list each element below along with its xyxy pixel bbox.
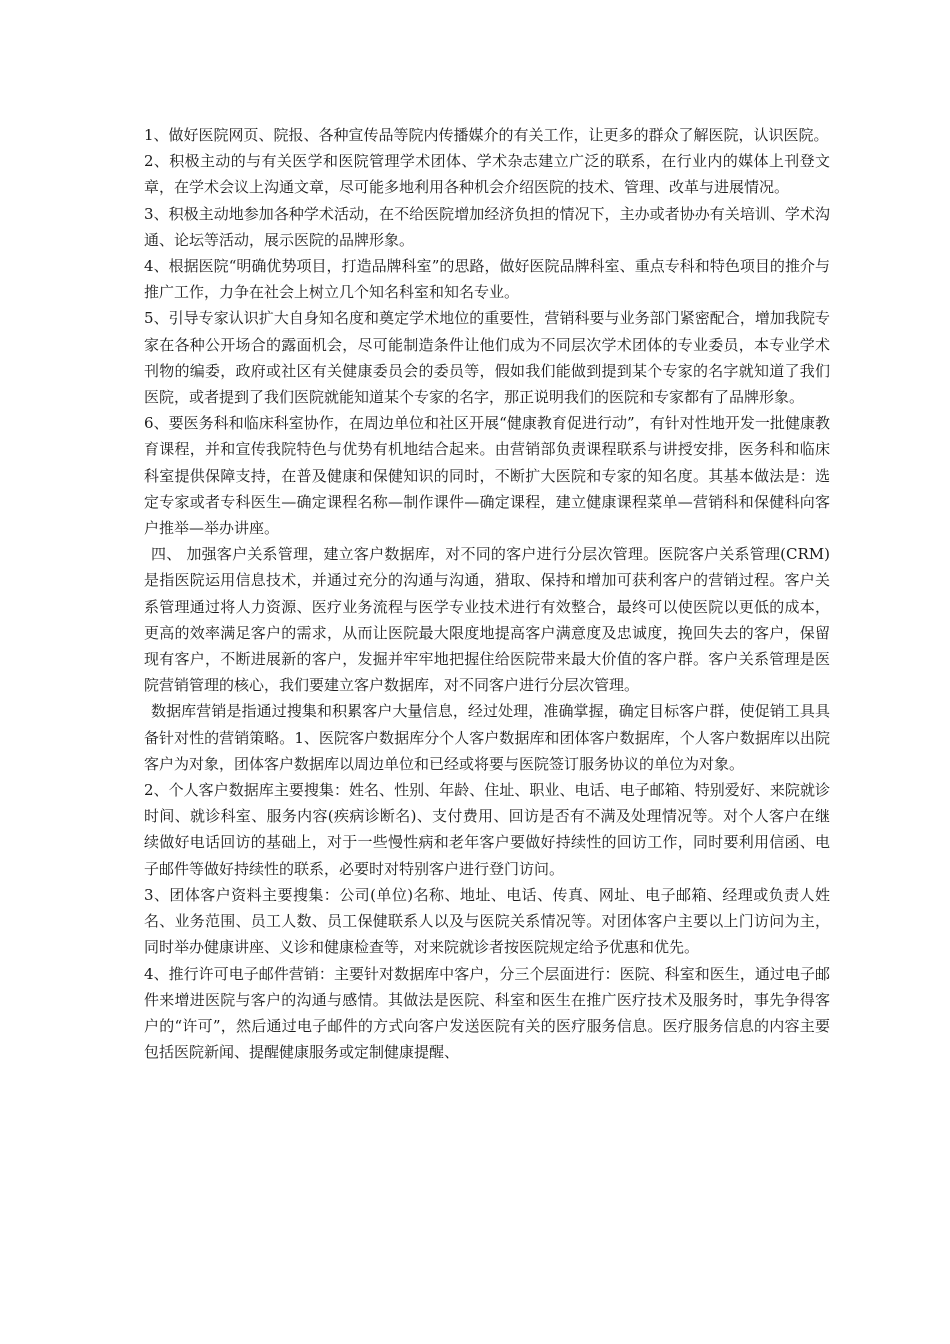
paragraph-section-four: 四、 加强客户关系管理，建立客户数据库，对不同的客户进行分层次管理。医院客户关系管理(CRM)是指医院运用信息技术，并通过充分的沟通与沟通，猎取、保持和增加可获利客户的营销过程。客户关系管理通过将人力资源、医疗业务流程与医学专业技术进行有效整合，最终可以使医院以更低的成本，更高的效率满足客户的需求，从而让医院最大限度地提高客户满意度及忠诚度，挽回失去的客户，保留现有客户，不断进展新的客户，发掘并牢牢地把握住给医院带来最大价值的客户群。客户关系管理是医院营销管理的核心，我们要建立客户数据库，对不同客户进行分层次管理。 <box>144 545 830 695</box>
paragraph-group-database: 3、团体客户资料主要搜集：公司(单位)名称、地址、电话、传真、网址、电子邮箱、经理或负责人姓名、业务范围、员工人数、员工保健联系人以及与医院关系情况等。对团体客户主要以上门访问为主，同时举办健康讲座、义诊和健康检查等，对来院就诊者按医院规定给予优惠和优先。 <box>144 885 830 957</box>
paragraph-database-marketing: 数据库营销是指通过搜集和积累客户大量信息，经过处理，准确掌握，确定目标客户群，使促销工具具备针对性的营销策略。1、医院客户数据库分个人客户数据库和团体客户数据库，个人客户数据库以出院客户为对象，团体客户数据库以周边单位和已经或将要与医院签订服务协议的单位为对象。 <box>144 702 830 773</box>
paragraph-personal-database: 2、个人客户数据库主要搜集：姓名、性别、年龄、住址、职业、电话、电子邮箱、特别爱好、来院就诊时间、就诊科室、服务内容(疾病诊断名)、支付费用、回访是否有不满及处理情况等。对个人客户在继续做好电话回访的基础上，对于一些慢性病和老年客户要做好持续性的回访工作，同时要利用信函、电子邮件等做好持续性的联系，必要时对特别客户进行登门访问。 <box>144 781 830 878</box>
paragraph-item-6: 6、要医务科和临床科室协作，在周边单位和社区开展“健康教育促进行动”，有针对性地开发一批健康教育课程，并和宣传我院特色与优势有机地结合起来。由营销部负责课程联系与讲授安排，医务科和临床科室提供保障支持，在普及健康和保健知识的同时，不断扩大医院和专家的知名度。其基本做法是：选定专家或者专科医生—确定课程名称—制作课件—确定课程，建立健康课程菜单—营销科和保健科向客户推举—举办讲座。 <box>144 414 830 538</box>
paragraph-item-3: 3、积极主动地参加各种学术活动，在不给医院增加经济负担的情况下，主办或者协办有关培训、学术沟通、论坛等活动，展示医院的品牌形象。 <box>144 204 830 249</box>
paragraph-item-4: 4、根据医院“明确优势项目，打造品牌科室”的思路，做好医院品牌科室、重点专科和特色项目的推介与推广工作，力争在社会上树立几个知名科室和知名专业。 <box>144 257 830 302</box>
document-body <box>144 122 830 1065</box>
paragraph-item-5: 5、引导专家认识扩大自身知名度和奠定学术地位的重要性，营销科要与业务部门紧密配合，增加我院专家在各种公开场合的露面机会，尽可能制造条件让他们成为不同层次学术团体的专业委员，本专业学术刊物的编委，政府或社区有关健康委员会的委员等，假如我们能做到提到某个专家的名字就知道了我们医院，或者提到了我们医院就能知道某个专家的名字，那正说明我们的医院和专家都有了品牌形象。 <box>144 309 830 407</box>
paragraph-item-2: 2、积极主动的与有关医学和医院管理学术团体、学术杂志建立广泛的联系，在行业内的媒体上刊登文章，在学术会议上沟通文章，尽可能多地利用各种机会介绍医院的技术、管理、改革与进展情况。 <box>144 152 830 197</box>
paragraph-item-1: 1、做好医院网页、院报、各种宣传品等院内传播媒介的有关工作，让更多的群众了解医院，认识医院。 <box>144 126 829 144</box>
paragraph-email-marketing: 4、推行许可电子邮件营销：主要针对数据库中客户，分三个层面进行：医院、科室和医生，通过电子邮件来增进医院与客户的沟通与感情。其做法是医院、科室和医生在推广医疗技术及服务时，事先争得客户的“许可”，然后通过电子邮件的方式向客户发送医院有关的医疗服务信息。医疗服务信息的内容主要包括医院新闻、提醒健康服务或定制健康提醒、 <box>144 964 830 1062</box>
